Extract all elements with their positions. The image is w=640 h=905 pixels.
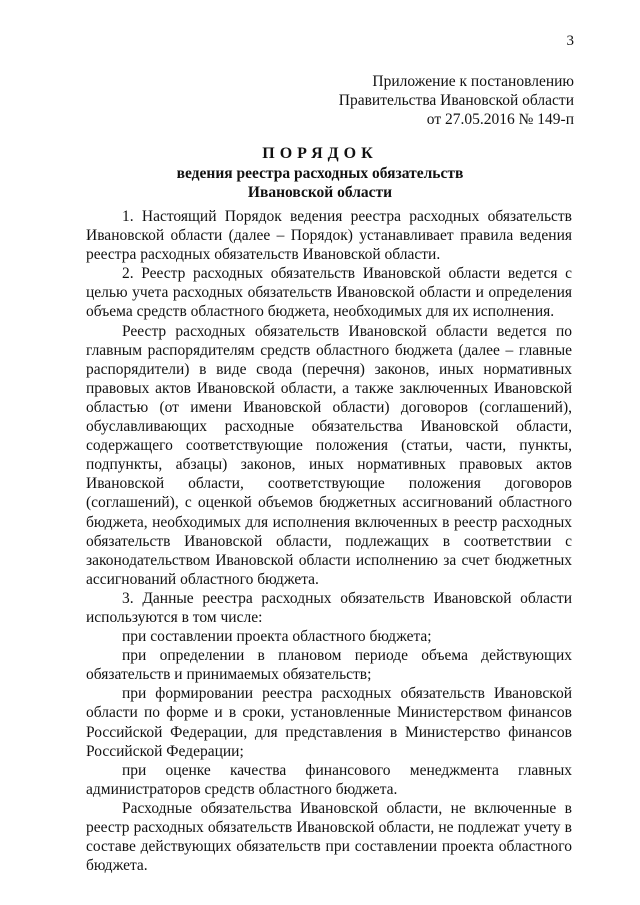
paragraph: при формировании реестра расходных обязательств Ивановской области по форме и в сроки, установленные Министерством финансов Российской Федерации, для представления в Министерство финансов Российской Федерации; <box>86 685 572 760</box>
paragraph: 2. Реестр расходных обязательств Ивановской области ведется с целью учета расходных обязательств Ивановской области и определения объема средств областного бюджета, необходимых для их исполнения. <box>86 265 572 321</box>
paragraph: 1. Настоящий Порядок ведения реестра расходных обязательств Ивановской области (далее – Порядок) устанавливает правила ведения реестра расходных обязательств Ивановской области. <box>86 208 572 264</box>
appendix-line: Приложение к постановлению <box>372 73 574 90</box>
paragraph: при определении в плановом периоде объема действующих обязательств и принимаемых обязательств; <box>86 647 572 684</box>
paragraph: Реестр расходных обязательств Ивановской области ведется по главным распорядителям средств областного бюджета (далее – главные распорядители) в виде свода (перечня) законов, иных нормативных правовых актов Ивановской области, а также заключенных Ивановской областью (от имени Ивановской области) договоров (соглашений), обуславливающих расходные обязательства Ивановской области, содержащего соответствующие положения (статьи, части, пункты, подпункты, абзацы) законов, иных нормативных правовых актов Ивановской области, соответствующие положения договоров (соглашений), с оценкой объемов бюджетных ассигнований областного бюджета, необходимых для исполнения включенных в реестр расходных обязательств Ивановской области, подлежащих в соответствии с законодательством Ивановской области исполнению за счет бюджетных ассигнований областного бюджета. <box>86 322 572 588</box>
appendix-header <box>339 72 574 129</box>
title-main: ПОРЯДОК <box>262 145 378 162</box>
document-title <box>0 144 640 202</box>
paragraph: 3. Данные реестра расходных обязательств Ивановской области используются в том числе: <box>86 589 572 626</box>
paragraph: при составлении проекта областного бюджета; <box>122 628 432 646</box>
title-subtitle: Ивановской области <box>247 184 393 201</box>
paragraph: при оценке качества финансового менеджмента главных администраторов средств областного бюджета. <box>86 761 572 798</box>
page-number: 3 <box>566 33 574 49</box>
document-body <box>86 207 572 875</box>
paragraph: Расходные обязательства Ивановской области, не включенные в реестр расходных обязательств Ивановской области, не подлежат учету в составе действующих обязательств при составлении проекта областного бюджета. <box>86 799 572 875</box>
appendix-line: Правительства Ивановской области <box>338 92 574 109</box>
appendix-date-line: от 27.05.2016 № 149-п <box>426 111 574 128</box>
title-subtitle: ведения реестра расходных обязательств <box>176 165 464 182</box>
